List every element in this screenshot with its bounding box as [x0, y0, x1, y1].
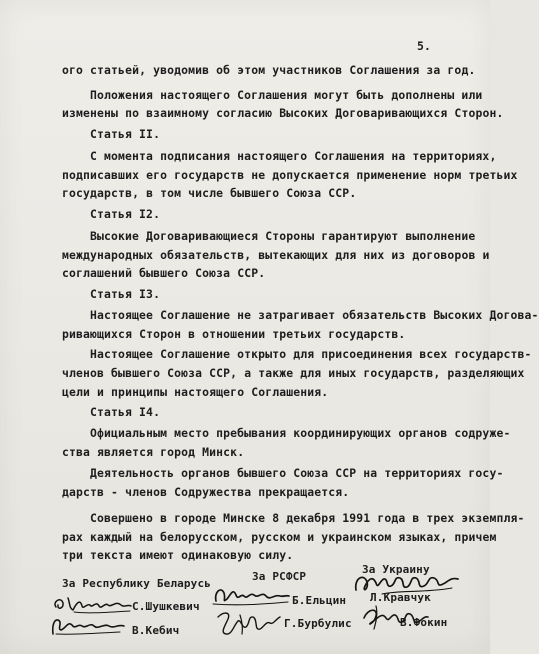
ukraine-signer-1: Л.Кравчук: [370, 591, 431, 604]
article-heading: Статья I3.: [90, 287, 161, 301]
text-line: Деятельность органов бывшего Союза ССР на территориях госу-: [90, 466, 504, 480]
shushkevich-signature: [52, 590, 132, 616]
article-heading: Статья II.: [90, 127, 161, 141]
text-line: рах каждый на белорусском, русском и украинском языках, причем: [62, 530, 497, 544]
text-line: подписавших его государств не допускается применение норм третьих: [62, 168, 518, 182]
ukraine-heading: За Украину: [362, 563, 430, 576]
text-line: Совершено в городе Минске 8 декабря 1991 года в трех экземпля-: [90, 511, 525, 525]
text-line: Положения настоящего Соглашения могут быть дополнены или: [90, 88, 483, 102]
text-line: изменены по взаимному согласию Высоких Договаривающихся Сторон.: [62, 106, 504, 120]
text-line: Настоящее Соглашение не затрагивает обязательств Высоких Догова-: [90, 308, 539, 322]
text-line: Высокие Договаривающиеся Стороны гарантируют выполнение: [90, 229, 476, 243]
belarus-signer-2: В.Кебич: [132, 624, 180, 637]
text-line: Официальным место пребывания координирующих органов содруже-: [90, 426, 511, 440]
yeltsin-signature: [210, 582, 290, 608]
text-line: цели и принципы настоящего Соглашения.: [62, 385, 329, 399]
text-line: государств, в том числе бывшего Союза ССР.: [62, 186, 357, 200]
rsfsr-signer-1: Б.Ельцин: [292, 594, 347, 607]
ukraine-signer-2: В.Фокин: [400, 616, 448, 629]
text-line: ого статьей, уводомив об этом участников Соглашения за год.: [62, 63, 476, 77]
text-line: три текста имеют одинаковую силу.: [62, 548, 294, 562]
text-line: С момента подписания настоящего Соглашения на территориях,: [90, 149, 497, 163]
text-line: членов бывшего Союза ССР, а также для иных государств, разделяющих: [62, 366, 525, 380]
text-line: ривающихся Сторон в отношении третьих государств.: [62, 327, 406, 341]
page-number: 5.: [417, 39, 432, 53]
burbulis-signature: [212, 607, 284, 643]
kebich-signature: [48, 614, 128, 638]
belarus-heading: За Республику Беларусь: [62, 577, 211, 590]
text-line: дарств - членов Содружества прекращается.: [62, 485, 350, 499]
text-line: международных обязательств, вытекающих для них из договоров и: [62, 248, 490, 262]
text-line: ства является город Минск.: [62, 445, 245, 459]
rsfsr-signer-2: Г.Бурбулис: [284, 617, 352, 630]
article-heading: Статья I2.: [90, 207, 161, 221]
text-line: Настоящее Соглашение открыто для присоединения всех государств-: [90, 347, 532, 361]
text-line: соглашений бывшего Союза ССР.: [62, 266, 266, 280]
article-heading: Статья I4.: [90, 405, 161, 419]
fokin-signature: [358, 602, 438, 632]
belarus-signer-1: С.Шушкевич: [132, 600, 200, 613]
kravchuk-signature: [352, 570, 464, 602]
rsfsr-heading: За РСФСР: [252, 570, 307, 583]
